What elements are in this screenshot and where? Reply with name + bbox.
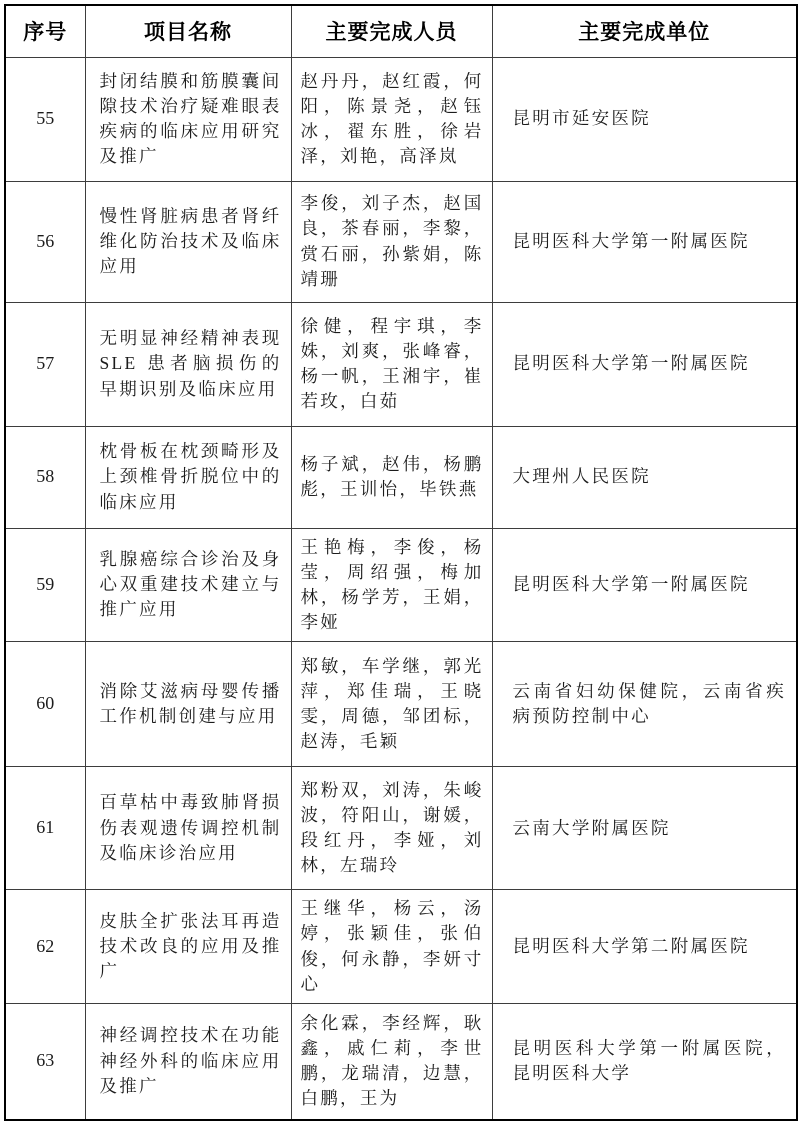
project-name-cell: 消除艾滋病母婴传播工作机制创建与应用 bbox=[85, 642, 291, 767]
table-row bbox=[5, 181, 797, 302]
organization-cell: 昆明医科大学第一附属医院 bbox=[492, 302, 797, 426]
organization-cell: 昆明医科大学第一附属医院 bbox=[492, 181, 797, 302]
contributors-cell: 王继华，杨云，汤婷，张颖佳，张伯俊，何永静，李妍寸心 bbox=[291, 890, 492, 1004]
organization-cell: 昆明医科大学第一附属医院，昆明医科大学 bbox=[492, 1004, 797, 1120]
header-row bbox=[5, 5, 797, 57]
project-name-cell: 神经调控技术在功能神经外科的临床应用及推广 bbox=[85, 1004, 291, 1120]
row-number-cell: 57 bbox=[5, 302, 85, 426]
row-number-cell: 56 bbox=[5, 181, 85, 302]
table-row bbox=[5, 302, 797, 426]
organization-cell: 云南省妇幼保健院，云南省疾病预防控制中心 bbox=[492, 642, 797, 767]
contributors-cell: 郑粉双，刘涛，朱峻波，符阳山，谢媛，段红丹，李娅，刘林，左瑞玲 bbox=[291, 767, 492, 890]
contributors-cell: 郑敏，车学继，郭光萍，郑佳瑞，王晓雯，周德，邹团标，赵涛，毛颖 bbox=[291, 642, 492, 767]
header-people: 主要完成人员 bbox=[291, 5, 492, 57]
row-number-cell: 59 bbox=[5, 528, 85, 642]
project-name-cell: 无明显神经精神表现 SLE 患者脑损伤的早期识别及临床应用 bbox=[85, 302, 291, 426]
header-no: 序号 bbox=[5, 5, 85, 57]
project-name-cell: 乳腺癌综合诊治及身心双重建技术建立与推广应用 bbox=[85, 528, 291, 642]
organization-cell: 昆明医科大学第二附属医院 bbox=[492, 890, 797, 1004]
project-name-cell: 慢性肾脏病患者肾纤维化防治技术及临床应用 bbox=[85, 181, 291, 302]
awards-table bbox=[4, 4, 798, 1121]
table-row bbox=[5, 528, 797, 642]
table-header bbox=[5, 5, 797, 57]
row-number-cell: 61 bbox=[5, 767, 85, 890]
contributors-cell: 杨子斌，赵伟，杨鹏彪，王训怡，毕铁燕 bbox=[291, 426, 492, 528]
organization-cell: 大理州人民医院 bbox=[492, 426, 797, 528]
header-unit: 主要完成单位 bbox=[492, 5, 797, 57]
contributors-cell: 王艳梅，李俊，杨莹，周绍强，梅加林，杨学芳，王娟，李娅 bbox=[291, 528, 492, 642]
project-name-cell: 皮肤全扩张法耳再造技术改良的应用及推广 bbox=[85, 890, 291, 1004]
table-body bbox=[5, 57, 797, 1120]
organization-cell: 昆明市延安医院 bbox=[492, 57, 797, 181]
contributors-cell: 徐健，程宇琪，李姝，刘爽，张峰睿，杨一帆，王湘宇，崔若玫，白茹 bbox=[291, 302, 492, 426]
row-number-cell: 63 bbox=[5, 1004, 85, 1120]
contributors-cell: 李俊，刘子杰，赵国良，茶春丽，李黎，赏石丽，孙紫娟，陈靖珊 bbox=[291, 181, 492, 302]
table-row bbox=[5, 767, 797, 890]
table-row bbox=[5, 642, 797, 767]
row-number-cell: 58 bbox=[5, 426, 85, 528]
table-row bbox=[5, 890, 797, 1004]
header-project: 项目名称 bbox=[85, 5, 291, 57]
project-name-cell: 枕骨板在枕颈畸形及上颈椎骨折脱位中的临床应用 bbox=[85, 426, 291, 528]
organization-cell: 昆明医科大学第一附属医院 bbox=[492, 528, 797, 642]
project-name-cell: 百草枯中毒致肺肾损伤表观遗传调控机制及临床诊治应用 bbox=[85, 767, 291, 890]
contributors-cell: 余化霖，李经辉，耿鑫，戚仁莉，李世鹏，龙瑞清，边慧，白鹏，王为 bbox=[291, 1004, 492, 1120]
row-number-cell: 62 bbox=[5, 890, 85, 1004]
contributors-cell: 赵丹丹，赵红霞，何阳，陈景尧，赵钰冰，翟东胜，徐岩泽，刘艳，高泽岚 bbox=[291, 57, 492, 181]
row-number-cell: 55 bbox=[5, 57, 85, 181]
project-name-cell: 封闭结膜和筋膜囊间隙技术治疗疑难眼表疾病的临床应用研究及推广 bbox=[85, 57, 291, 181]
row-number-cell: 60 bbox=[5, 642, 85, 767]
table-row bbox=[5, 426, 797, 528]
organization-cell: 云南大学附属医院 bbox=[492, 767, 797, 890]
table-row bbox=[5, 1004, 797, 1120]
table-row bbox=[5, 57, 797, 181]
